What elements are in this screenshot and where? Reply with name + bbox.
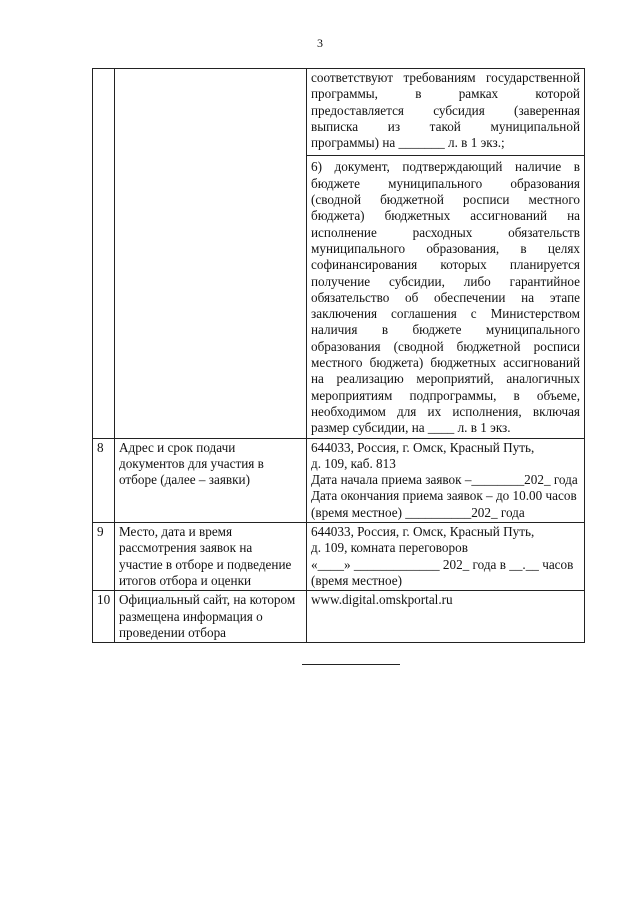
row-label-cell [115, 591, 307, 643]
text-line: д. 109, каб. 813 [311, 455, 396, 471]
row-label-cell [115, 438, 307, 522]
text-line: программы) на _______ л. в 1 экз.; [311, 135, 505, 151]
text-line: муниципального образования, в целях [311, 240, 580, 256]
text-line: 644033, Россия, г. Омск, Красный Путь, [311, 524, 535, 540]
text-line: Адрес и срок подачи [119, 439, 236, 455]
table-row [93, 523, 585, 591]
page-number: 3 [317, 36, 323, 50]
text-line: Место, дата и время [119, 524, 233, 540]
text-line: отборе (далее – заявки) [119, 472, 250, 488]
text-line: Официальный сайт, на котором [119, 592, 296, 608]
table-row [93, 438, 585, 522]
row-value-cell [307, 438, 585, 522]
text-line: размер субсидии, на ____ л. в 1 экз. [311, 420, 511, 436]
text-line: предоставляется субсидия (заверенная [311, 102, 580, 118]
row-value-cell [307, 523, 585, 591]
text-line: (время местное) [311, 572, 402, 588]
row-number-cell: 10 [93, 591, 115, 643]
website-link[interactable]: www.digital.omskportal.ru [311, 592, 453, 608]
table-row [93, 591, 585, 643]
end-separator-line [302, 664, 400, 665]
text-line: (сводной бюджетной росписи местного [311, 192, 580, 208]
row-value-cell [307, 69, 585, 439]
text-line: итогов отбора и оценки [119, 572, 252, 588]
text-line: на реализацию мероприятий, аналогичных [311, 371, 580, 387]
table-row [93, 69, 585, 439]
text-line: наличия в бюджете муниципального [311, 322, 580, 338]
text-line: размещена информация о [119, 608, 263, 624]
text-line: выписка из такой муниципальной [311, 118, 580, 134]
text-line: образования (сводной бюджетной росписи [311, 338, 580, 354]
text-line: документов для участия в [119, 455, 264, 471]
text-line: «____» _____________ 202_ года в __.__ часов [311, 556, 574, 572]
requirements-table [92, 68, 585, 643]
row-number-cell: 8 [93, 438, 115, 522]
text-line: рассмотрения заявок на [119, 540, 253, 556]
paragraph-item-6 [311, 156, 580, 436]
text-line: местного бюджета) бюджетных ассигнований [311, 355, 580, 371]
text-line: 644033, Россия, г. Омск, Красный Путь, [311, 439, 535, 455]
text-line: получение субсидии, либо гарантийное [311, 273, 580, 289]
row-number-cell [93, 69, 115, 439]
row-label-cell [115, 523, 307, 591]
text-line: д. 109, комната переговоров [311, 540, 468, 556]
text-line: Дата окончания приема заявок – до 10.00 часов [311, 488, 577, 504]
text-line: программы, в рамках которой [311, 86, 580, 102]
text-line: 6) документ, подтверждающий наличие в [311, 159, 580, 175]
row-value-cell [307, 591, 585, 643]
row-number-cell: 9 [93, 523, 115, 591]
text-line: мероприятиям подпрограммы, в объеме, [311, 387, 580, 403]
text-line: обязательство об обеспечении на этапе [311, 289, 580, 305]
text-line: софинансирования которых планируется [311, 257, 580, 273]
text-line: соответствуют требованиям государственной [311, 70, 580, 85]
text-line: (время местное) __________202_ года [311, 504, 525, 520]
text-line: бюджета) бюджетных ассигнований на [311, 208, 580, 224]
text-line: участие в отборе и подведение [119, 556, 292, 572]
text-line: Дата начала приема заявок –________202_ года [311, 472, 578, 488]
paragraph-requirements-continued [311, 70, 580, 151]
text-line: проведении отбора [119, 624, 227, 640]
text-line: исполнение расходных обязательств [311, 224, 580, 240]
text-line: необходимом для их исполнения, включая [311, 403, 580, 419]
text-line: бюджете муниципального образования [311, 175, 580, 191]
row-label-cell [115, 69, 307, 439]
text-line: заключения соглашения с Министерством [311, 306, 580, 322]
